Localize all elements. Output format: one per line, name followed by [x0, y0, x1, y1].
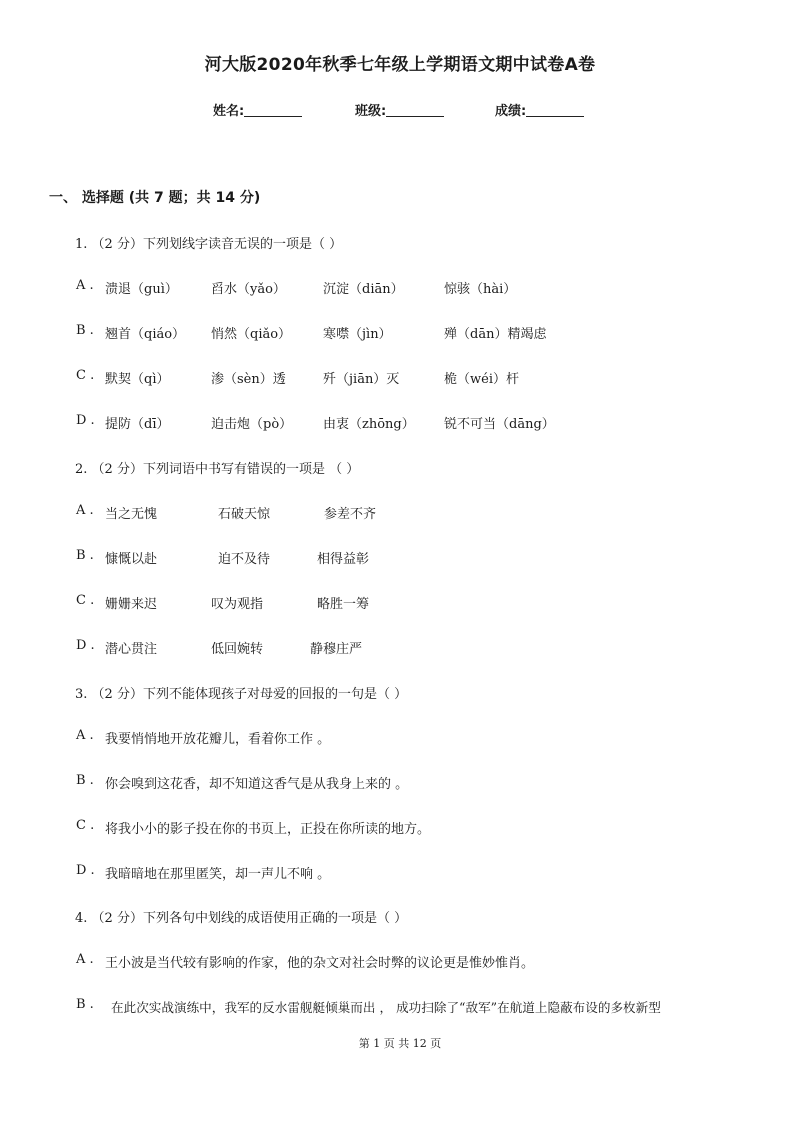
q1-option-d[interactable]	[76, 413, 555, 432]
page-title: 河大版2020年秋季七年级上学期语文期中试卷A卷	[204, 55, 596, 75]
q1-option-b[interactable]	[76, 323, 547, 342]
option-text: 我暗暗地在那里匿笑，却一声儿不响 。	[105, 867, 331, 882]
q1-option-a[interactable]	[76, 278, 517, 297]
option-label: C .	[76, 368, 95, 383]
option-label: D .	[76, 638, 95, 653]
q4-option-a[interactable]	[76, 952, 535, 971]
option-label: A .	[76, 728, 94, 743]
name-label: 姓名:	[213, 104, 245, 119]
option-item: 桅（wéi）杆	[444, 372, 519, 387]
option-item: 叹为观指	[211, 597, 264, 612]
q4-option-b[interactable]	[76, 997, 661, 1015]
option-label: D .	[76, 863, 95, 878]
option-label: C .	[76, 593, 95, 608]
q3-option-c[interactable]	[76, 818, 431, 837]
class-label: 班级:	[355, 104, 387, 119]
option-item: 略胜一筹	[317, 597, 370, 612]
option-item: 由衷（zhōng）	[323, 417, 415, 432]
option-item: 惊骇（hài）	[444, 282, 517, 297]
question-3-stem: 3. （2 分）下列不能体现孩子对母爱的回报的一句是（ ）	[75, 687, 408, 702]
option-item: 静穆庄严	[310, 642, 363, 657]
option-text: 将我小小的影子投在你的书页上，正投在你所读的地方。	[105, 822, 431, 837]
option-item: 参差不齐	[324, 507, 377, 522]
option-item: 姗姗来迟	[105, 597, 158, 612]
option-label: A .	[76, 503, 94, 518]
question-4-stem: 4. （2 分）下列各句中划线的成语使用正确的一项是（ ）	[75, 911, 408, 926]
option-item: 潜心贯注	[105, 642, 158, 657]
q2-option-a[interactable]	[76, 503, 377, 522]
question-2-stem: 2. （2 分）下列词语中书写有错误的一项是 （ ）	[75, 462, 360, 477]
q2-option-b[interactable]	[76, 548, 370, 567]
option-item: 相得益彰	[317, 552, 370, 567]
option-item: 寒噤（jìn）	[323, 327, 392, 342]
q2-option-c[interactable]	[76, 593, 370, 612]
question-1-stem: 1. （2 分）下列划线字读音无误的一项是（ ）	[75, 237, 343, 252]
q3-option-d[interactable]	[76, 863, 331, 882]
option-label: A .	[76, 952, 94, 967]
option-label: B .	[76, 773, 94, 788]
option-item: 歼（jiān）灭	[323, 372, 400, 387]
option-item: 当之无愧	[105, 507, 158, 522]
q2-option-d[interactable]	[76, 638, 363, 657]
score-blank[interactable]	[526, 102, 584, 117]
name-field[interactable]	[213, 100, 302, 119]
option-item: 低回婉转	[211, 642, 264, 657]
option-text: 你会嗅到这花香，却不知道这香气是从我身上来的 。	[105, 777, 409, 792]
option-item: 溃退（guì）	[105, 282, 178, 297]
option-item: 提防（dī）	[105, 417, 170, 432]
option-text: 在此次实战演练中，我军的反水雷舰艇倾巢而出 ， 成功扫除了“敌军”在航道上隐蔽布设的多枚新型	[111, 1000, 661, 1015]
q3-option-b[interactable]	[76, 773, 409, 792]
score-field[interactable]	[495, 100, 584, 119]
option-item: 迫不及待	[218, 552, 271, 567]
option-label: D .	[76, 413, 95, 428]
class-field[interactable]	[355, 100, 444, 119]
option-text: 王小波是当代较有影响的作家，他的杂文对社会时弊的议论更是惟妙惟肖。	[105, 956, 535, 971]
option-item: 石破天惊	[218, 507, 271, 522]
option-item: 舀水（yǎo）	[211, 282, 286, 297]
option-label: B .	[76, 323, 94, 338]
option-item: 慷慨以赴	[105, 552, 158, 567]
option-item: 翘首（qiáo）	[105, 327, 186, 342]
option-item: 沉淀（diān）	[323, 282, 404, 297]
option-text: 我要悄悄地开放花瓣儿，看着你工作 。	[105, 732, 331, 747]
class-blank[interactable]	[386, 102, 444, 117]
option-label: B .	[76, 548, 94, 563]
name-blank[interactable]	[244, 102, 302, 117]
option-item: 默契（qì）	[105, 372, 170, 387]
option-item: 锐不可当（dāng）	[444, 417, 555, 432]
option-item: 殚（dān）精竭虑	[444, 327, 547, 342]
option-item: 迫击炮（pò）	[211, 417, 293, 432]
q1-option-c[interactable]	[76, 368, 519, 387]
option-label: A .	[76, 278, 94, 293]
option-item: 渗（sèn）透	[211, 372, 286, 387]
option-label: C .	[76, 818, 95, 833]
score-label: 成绩:	[495, 104, 527, 119]
q3-option-a[interactable]	[76, 728, 331, 747]
option-item: 悄然（qiǎo）	[211, 327, 292, 342]
page-footer: 第 1 页 共 12 页	[358, 1037, 442, 1050]
section-heading: 一、 选择题 (共 7 题；共 14 分)	[49, 190, 261, 206]
option-label: B .	[76, 997, 94, 1012]
